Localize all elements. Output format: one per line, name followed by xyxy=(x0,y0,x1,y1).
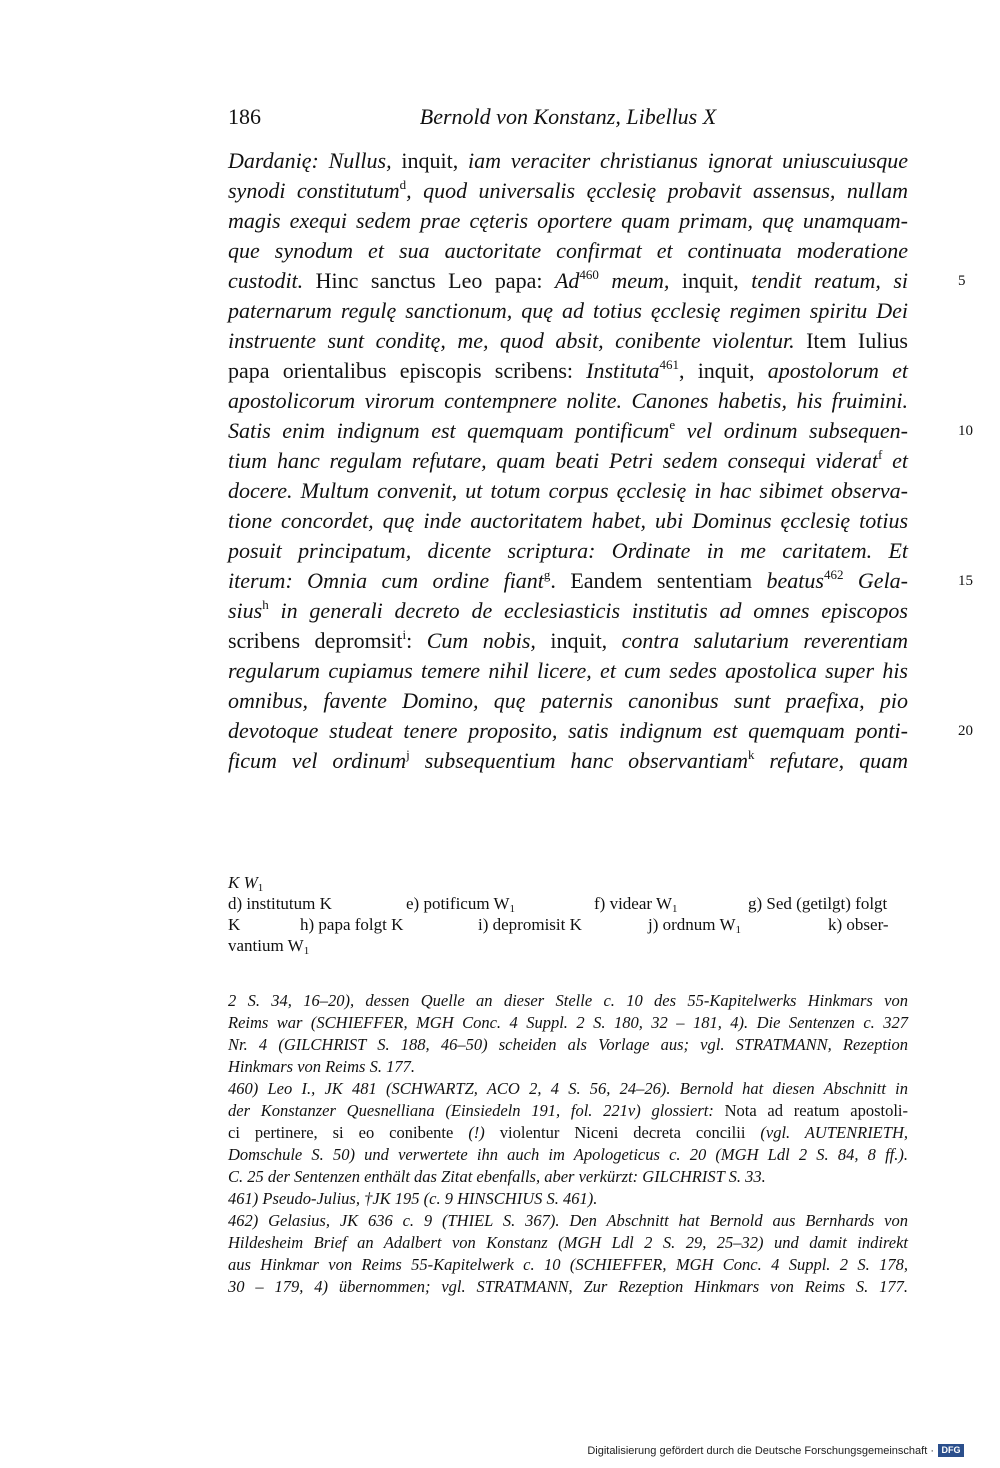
dfg-logo-icon: DFG xyxy=(938,1444,964,1457)
text-span: regularum cupiamus temere nihil licere, et cum sedes apostolica super his xyxy=(228,658,908,683)
text-line xyxy=(228,686,908,716)
apparatus-marker: j xyxy=(406,747,410,762)
note-line xyxy=(228,1276,908,1298)
page-header xyxy=(228,104,908,138)
page-number: 186 xyxy=(228,104,261,129)
text-span: : xyxy=(406,628,427,653)
note-text: 461) Pseudo-Julius, †JK 195 (c. 9 HINSCHIUS S. 461). xyxy=(228,1189,598,1208)
text-line xyxy=(228,716,973,746)
line-number: 20 xyxy=(958,723,973,739)
apparatus-marker: k xyxy=(747,747,755,762)
note-text: Hinkmars von Reims S. 177. xyxy=(228,1057,415,1076)
text-span: iterum: Omnia cum ordine fiant xyxy=(228,568,544,593)
note-line xyxy=(228,1034,908,1056)
text-line xyxy=(228,146,908,176)
note-text: Nota ad reatum apostoli- xyxy=(724,1101,909,1120)
text-span: contra salutarium reverentiam xyxy=(621,628,908,653)
text-span: Satis enim indignum est quemquam pontificum xyxy=(228,418,670,443)
apparatus-marker: f xyxy=(877,447,883,462)
text-line xyxy=(228,566,973,596)
note-text: Reims war (SCHIEFFER, MGH Conc. 4 Suppl. 2 S. 180, 32 – 181, 4). Die Sentenzen c. 327 xyxy=(228,1013,908,1032)
note-line xyxy=(228,1166,908,1188)
note-line xyxy=(228,1144,908,1166)
text-span: custodit. xyxy=(228,268,304,293)
line-number: 5 xyxy=(958,273,966,289)
text-span: devotoque studeat tenere proposito, satis indignum est quemquam ponti- xyxy=(228,718,908,743)
text-span: . Eandem sententiam xyxy=(550,568,767,593)
note-text: 460) Leo I., JK 481 (SCHWARTZ, ACO 2, 4 S. 56, 24–26). Bernold hat diesen Abschnitt in xyxy=(228,1079,908,1098)
note-line xyxy=(228,1254,908,1276)
text-line xyxy=(228,416,973,446)
text-line xyxy=(228,746,908,776)
text-span: beatus xyxy=(766,568,824,593)
text-span: sius xyxy=(228,598,263,623)
apparatus-sub: 1 xyxy=(509,903,516,915)
text-span: iam veraciter christianus ignorat uniuscuiusque xyxy=(468,148,909,173)
credit-text: Digitalisierung gefördert durch die Deutsche Forschungsgemeinschaft · xyxy=(587,1444,934,1457)
note-line xyxy=(228,1078,908,1100)
apparatus-entry: vantium W xyxy=(228,936,304,955)
text-span: Dardanię: Nullus, xyxy=(228,148,392,173)
text-span: , inquit, xyxy=(679,358,768,383)
text-line xyxy=(228,596,908,626)
apparatus-entry: e) potificum W xyxy=(406,894,510,913)
text-span: apostolicorum virorum contempnere nolite. Canones habetis, his fruimini. xyxy=(228,388,908,413)
note-text: 462) Gelasius, JK 636 c. 9 (THIEL S. 367). Den Abschnitt hat Bernold aus Bernhards von xyxy=(228,1211,908,1230)
line-number: 15 xyxy=(958,573,973,589)
note-text: violentur Niceni decreta concilii xyxy=(484,1123,761,1142)
apparatus-entry: K xyxy=(228,915,241,934)
footnotes xyxy=(228,990,908,1298)
apparatus-entry: f) videar W xyxy=(594,894,673,913)
text-line xyxy=(228,356,908,386)
note-text: Nr. 4 (GILCHRIST S. 188, 46–50) scheiden als Vorlage aus; vgl. STRATMANN, Rezeption xyxy=(228,1035,908,1054)
apparatus-entry: i) depromisit K xyxy=(478,915,582,934)
text-span: Cum nobis, xyxy=(426,628,536,653)
text-span: inquit, xyxy=(535,628,622,653)
note-line xyxy=(228,990,908,1012)
text-span: et xyxy=(882,448,908,473)
text-span: Ad xyxy=(554,268,580,293)
text-span: scribens depromsit xyxy=(228,628,403,653)
note-text: 30 – 179, 4) übernommen; vgl. STRATMANN, Zur Rezeption Hinkmars von Reims S. 177. xyxy=(228,1277,908,1296)
running-title: Bernold von Konstanz, Libellus X xyxy=(419,104,717,129)
note-marker: 462 xyxy=(824,567,844,582)
critical-apparatus xyxy=(228,872,908,956)
note-text: (vgl. AUTENRIETH, xyxy=(760,1123,908,1142)
text-line xyxy=(228,386,908,416)
apparatus-entry: K W xyxy=(228,873,258,892)
text-span: synodi constitutum xyxy=(228,178,400,203)
text-line xyxy=(228,266,966,296)
text-span: Gela- xyxy=(843,568,909,593)
text-span: papa orientalibus episcopis scribens: xyxy=(228,358,587,383)
apparatus-marker: i xyxy=(402,627,407,642)
apparatus-entry: g) Sed (getilgt) folgt xyxy=(748,894,888,913)
text-span: Item Iulius xyxy=(794,328,908,353)
text-span: ficum vel ordinum xyxy=(228,748,407,773)
note-line xyxy=(228,1188,908,1210)
apparatus-sub: 1 xyxy=(672,903,678,915)
text-span: omnibus, favente Domino, quę paternis canonibus sunt praefixa, pio xyxy=(228,688,908,713)
apparatus-marker: e xyxy=(669,417,676,432)
text-line xyxy=(228,326,908,356)
note-line xyxy=(228,1210,908,1232)
text-line xyxy=(228,176,908,206)
apparatus-marker: g xyxy=(543,567,551,582)
digitization-credit xyxy=(587,1444,964,1457)
text-span: tium hanc regulam refutare, quam beati Petri sedem consequi viderat xyxy=(228,448,878,473)
note-line xyxy=(228,1232,908,1254)
apparatus-row xyxy=(228,893,908,914)
line-number: 10 xyxy=(958,423,973,439)
note-text: aus Hinkmar von Reims 55-Kapitelwerk c. 10 (SCHIEFFER, MGH Conc. 4 Suppl. 2 S. 178, xyxy=(228,1255,908,1274)
note-line xyxy=(228,1056,908,1078)
apparatus-entry: k) obser- xyxy=(828,915,889,934)
note-text: (!) xyxy=(468,1123,485,1142)
text-span: vel ordinum subsequen- xyxy=(675,418,908,443)
text-span: inquit, xyxy=(391,148,469,173)
text-span: magis exequi sedem prae cęteris oportere quam primam, quę unamquam- xyxy=(228,208,908,233)
text-line xyxy=(228,296,908,326)
note-text: der Konstanzer Quesnelliana (Einsiedeln 191, fol. 221v) glossiert: xyxy=(228,1101,725,1120)
note-text: Hildesheim Brief an Adalbert von Konstanz (MGH Ldl 2 S. 29, 25–32) und damit indirekt xyxy=(228,1233,908,1252)
text-span: in generali decreto de ecclesiasticis institutis ad omnes episcopos xyxy=(268,598,908,623)
text-span: meum, xyxy=(598,268,670,293)
text-line xyxy=(228,206,908,236)
apparatus-entry: h) papa folgt K xyxy=(300,915,404,934)
text-span: que synodum et sua auctoritate confirmat et continuata moderatione xyxy=(228,238,908,263)
apparatus-row xyxy=(228,935,908,956)
note-text: Domschule S. 50) und verwertete ihn auch im Apologeticus c. 20 (MGH Ldl 2 S. 84, 8 ff.). xyxy=(228,1145,908,1164)
note-text: C. 25 der Sentenzen enthält das Zitat ebenfalls, aber verkürzt: GILCHRIST S. 33. xyxy=(228,1167,766,1186)
text-span: docere. Multum convenit, ut totum corpus ęcclesię in hac sibimet observa- xyxy=(228,478,908,503)
text-line xyxy=(228,446,908,476)
text-line xyxy=(228,626,908,656)
text-line xyxy=(228,506,908,536)
apparatus-entry: d) institutum K xyxy=(228,894,332,913)
text-span: , quod universalis ęcclesię probavit assensus, nullam xyxy=(406,178,908,203)
apparatus-marker: h xyxy=(262,597,269,612)
apparatus-sub: 1 xyxy=(303,945,310,957)
apparatus-row xyxy=(228,914,908,935)
text-span: tendit reatum, si xyxy=(751,268,908,293)
text-span: paternarum regulę sanctionum, quę ad totius ęcclesię regimen spiritu Dei xyxy=(228,298,908,323)
note-text: 2 S. 34, 16–20), dessen Quelle an dieser Stelle c. 10 des 55-Kapitelwerks Hinkmars von xyxy=(228,991,908,1010)
note-line xyxy=(228,1100,908,1122)
text-line xyxy=(228,656,908,686)
note-line xyxy=(228,1012,908,1034)
apparatus-sub: 1 xyxy=(257,882,264,894)
note-text: ci pertinere, si eo conibente xyxy=(228,1123,469,1142)
text-span: subsequentium hanc observantiam xyxy=(409,748,748,773)
text-span: Hinc sanctus Leo papa: xyxy=(303,268,555,293)
text-span: posuit principatum, dicente scriptura: Ordinate in me caritatem. Et xyxy=(228,538,908,563)
text-span: inquit, xyxy=(669,268,752,293)
main-text xyxy=(228,146,973,776)
note-marker: 461 xyxy=(659,357,680,372)
note-line xyxy=(228,1122,908,1144)
text-span: Instituta xyxy=(586,358,660,383)
apparatus-row xyxy=(228,872,908,893)
text-span: tione concordet, quę inde auctoritatem habet, ubi Dominus ęcclesię totius xyxy=(228,508,908,533)
text-span: instruente sunt conditę, me, quod absit, conibente violentur. xyxy=(228,328,795,353)
text-span: refutare, quam xyxy=(754,748,908,773)
text-line xyxy=(228,536,908,566)
text-span: apostolorum et xyxy=(767,358,908,383)
apparatus-marker: d xyxy=(399,177,407,192)
apparatus-entry: j) ordnum W xyxy=(648,915,736,934)
text-line xyxy=(228,236,908,266)
text-line xyxy=(228,476,908,506)
note-marker: 460 xyxy=(579,267,599,282)
apparatus-sub: 1 xyxy=(735,924,742,936)
